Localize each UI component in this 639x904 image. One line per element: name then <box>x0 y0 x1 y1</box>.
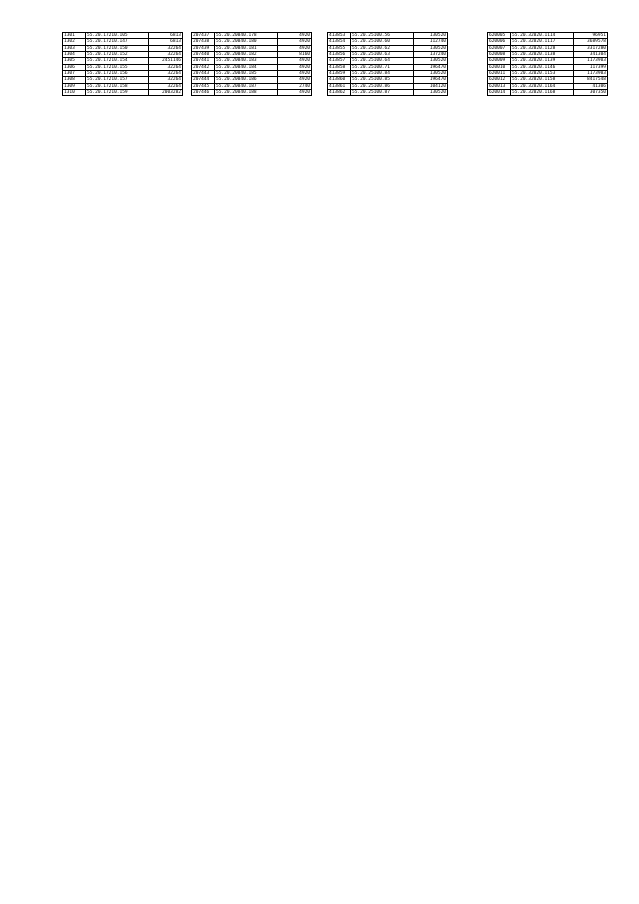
row-id-cell: 1310 <box>63 89 86 95</box>
row-id-cell: 1301 <box>63 33 86 39</box>
row-value-cell: 104120 <box>414 83 448 89</box>
row-id-cell: 620014 <box>488 89 511 95</box>
row-id-cell: 620009 <box>488 58 511 64</box>
row-value-cell: 32264 <box>149 64 183 70</box>
row-value-cell: 117399 <box>574 64 608 70</box>
row-value-cell: 130520 <box>414 89 448 95</box>
row-id-cell: 620010 <box>488 64 511 70</box>
row-id-cell: 207439 <box>192 45 215 51</box>
row-value-cell: 112740 <box>414 39 448 45</box>
row-code-cell: 55.20.25100.85 <box>351 77 414 83</box>
data-column-4 <box>487 32 608 96</box>
row-code-cell: 55.20.20040.185 <box>215 70 278 76</box>
row-id-cell: 207445 <box>192 83 215 89</box>
row-code-cell: 55.20.32020.1117 <box>511 39 574 45</box>
row-code-cell: 55.20.32020.1164 <box>511 83 574 89</box>
row-value-cell: 130520 <box>414 70 448 76</box>
row-value-cell: 196470 <box>414 64 448 70</box>
data-column-3 <box>327 32 448 96</box>
row-id-cell: 620011 <box>488 70 511 76</box>
row-id-cell: 413862 <box>328 89 351 95</box>
row-value-cell: 2003282 <box>149 89 183 95</box>
row-id-cell: 207440 <box>192 51 215 57</box>
row-code-cell: 55.20.17210.155 <box>86 64 149 70</box>
row-code-cell: 55.20.25100.62 <box>351 45 414 51</box>
row-id-cell: 1308 <box>63 77 86 83</box>
row-id-cell: 207437 <box>192 33 215 39</box>
row-code-cell: 55.20.20040.182 <box>215 51 278 57</box>
row-id-cell: 207444 <box>192 77 215 83</box>
row-code-cell: 55.20.32020.1168 <box>511 89 574 95</box>
row-code-cell: 55.20.20040.180 <box>215 39 278 45</box>
row-code-cell: 55.20.20040.186 <box>215 77 278 83</box>
row-id-cell: 413860 <box>328 77 351 83</box>
row-value-cell: 1173903 <box>574 58 608 64</box>
table-row <box>328 89 448 95</box>
row-value-cell: 4920 <box>278 45 312 51</box>
row-value-cell: 196470 <box>414 77 448 83</box>
row-id-cell: 413855 <box>328 45 351 51</box>
row-id-cell: 207441 <box>192 58 215 64</box>
row-id-cell: 413859 <box>328 70 351 76</box>
row-code-cell: 55.20.32020.1128 <box>511 45 574 51</box>
row-id-cell: 207438 <box>192 39 215 45</box>
row-value-cell: 96951 <box>574 33 608 39</box>
row-code-cell: 55.20.32020.1139 <box>511 58 574 64</box>
row-id-cell: 620005 <box>488 33 511 39</box>
row-code-cell: 55.20.17210.158 <box>86 83 149 89</box>
row-value-cell: 1173903 <box>574 70 608 76</box>
row-id-cell: 1307 <box>63 70 86 76</box>
row-id-cell: 1304 <box>63 51 86 57</box>
row-value-cell: 2740 <box>278 83 312 89</box>
row-value-cell: 130520 <box>414 58 448 64</box>
row-id-cell: 1306 <box>63 64 86 70</box>
row-value-cell: 4920 <box>278 89 312 95</box>
row-code-cell: 55.20.25100.86 <box>351 83 414 89</box>
row-value-cell: 4920 <box>278 64 312 70</box>
row-code-cell: 55.20.32020.1153 <box>511 70 574 76</box>
row-id-cell: 620006 <box>488 39 511 45</box>
row-code-cell: 55.20.17210.157 <box>86 77 149 83</box>
row-value-cell: 32264 <box>149 70 183 76</box>
row-id-cell: 413854 <box>328 39 351 45</box>
row-id-cell: 207446 <box>192 89 215 95</box>
row-code-cell: 55.20.20040.187 <box>215 83 278 89</box>
row-value-cell: 4920 <box>278 33 312 39</box>
row-code-cell: 55.20.20040.188 <box>215 89 278 95</box>
row-value-cell: 32264 <box>149 77 183 83</box>
row-value-cell: 6813 <box>149 33 183 39</box>
row-value-cell: 32264 <box>149 83 183 89</box>
row-id-cell: 1302 <box>63 39 86 45</box>
row-code-cell: 55.20.25100.87 <box>351 89 414 95</box>
row-code-cell: 55.20.32020.1158 <box>511 77 574 83</box>
row-code-cell: 55.20.32020.1114 <box>511 33 574 39</box>
row-code-cell: 55.20.20040.184 <box>215 64 278 70</box>
row-code-cell: 55.20.25100.64 <box>351 58 414 64</box>
data-column-1 <box>62 32 183 96</box>
row-id-cell: 620008 <box>488 51 511 57</box>
row-id-cell: 413856 <box>328 51 351 57</box>
row-code-cell: 55.20.17210.159 <box>86 89 149 95</box>
row-id-cell: 413857 <box>328 58 351 64</box>
row-value-cell: 41306 <box>574 83 608 89</box>
row-value-cell: 32264 <box>149 45 183 51</box>
row-value-cell: 4920 <box>278 77 312 83</box>
row-id-cell: 413861 <box>328 83 351 89</box>
row-value-cell: 4920 <box>278 58 312 64</box>
row-code-cell: 55.20.17210.154 <box>86 58 149 64</box>
row-id-cell: 1305 <box>63 58 86 64</box>
row-value-cell: 130520 <box>414 45 448 51</box>
row-id-cell: 413858 <box>328 64 351 70</box>
row-value-cell: 137240 <box>414 51 448 57</box>
row-value-cell: 341304 <box>574 51 608 57</box>
row-id-cell: 620007 <box>488 45 511 51</box>
row-code-cell: 55.20.25100.60 <box>351 39 414 45</box>
row-code-cell: 55.20.17210.150 <box>86 45 149 51</box>
row-value-cell: 130520 <box>414 33 448 39</box>
data-column-2 <box>191 32 312 96</box>
row-code-cell: 55.20.17210.152 <box>86 51 149 57</box>
row-code-cell: 55.20.20040.183 <box>215 58 278 64</box>
row-id-cell: 620012 <box>488 77 511 83</box>
row-value-cell: 6813 <box>149 39 183 45</box>
row-code-cell: 55.20.17210.156 <box>86 70 149 76</box>
row-code-cell: 55.20.25100.84 <box>351 70 414 76</box>
row-value-cell: 8160 <box>278 51 312 57</box>
row-code-cell: 55.20.25100.63 <box>351 51 414 57</box>
row-id-cell: 1309 <box>63 83 86 89</box>
row-code-cell: 55.20.32020.1138 <box>511 51 574 57</box>
row-code-cell: 55.20.20040.178 <box>215 33 278 39</box>
row-id-cell: 207442 <box>192 64 215 70</box>
row-id-cell: 413853 <box>328 33 351 39</box>
table-row <box>488 89 608 95</box>
row-id-cell: 1303 <box>63 45 86 51</box>
row-value-cell: 8417548 <box>574 77 608 83</box>
row-value-cell: 4920 <box>278 39 312 45</box>
row-code-cell: 55.20.20040.181 <box>215 45 278 51</box>
row-value-cell: 32264 <box>149 51 183 57</box>
row-value-cell: 2451146 <box>149 58 183 64</box>
row-value-cell: 4920 <box>278 70 312 76</box>
row-code-cell: 55.20.32020.1146 <box>511 64 574 70</box>
row-id-cell: 207443 <box>192 70 215 76</box>
table-row <box>63 89 183 95</box>
row-value-cell: 3317280 <box>574 45 608 51</box>
row-code-cell: 55.20.25100.71 <box>351 64 414 70</box>
row-code-cell: 55.20.17210.147 <box>86 39 149 45</box>
row-code-cell: 55.20.25100.56 <box>351 33 414 39</box>
row-value-cell: 307350 <box>574 89 608 95</box>
row-code-cell: 55.20.17210.105 <box>86 33 149 39</box>
table-row <box>192 89 312 95</box>
row-id-cell: 620013 <box>488 83 511 89</box>
row-value-cell: 3689578 <box>574 39 608 45</box>
